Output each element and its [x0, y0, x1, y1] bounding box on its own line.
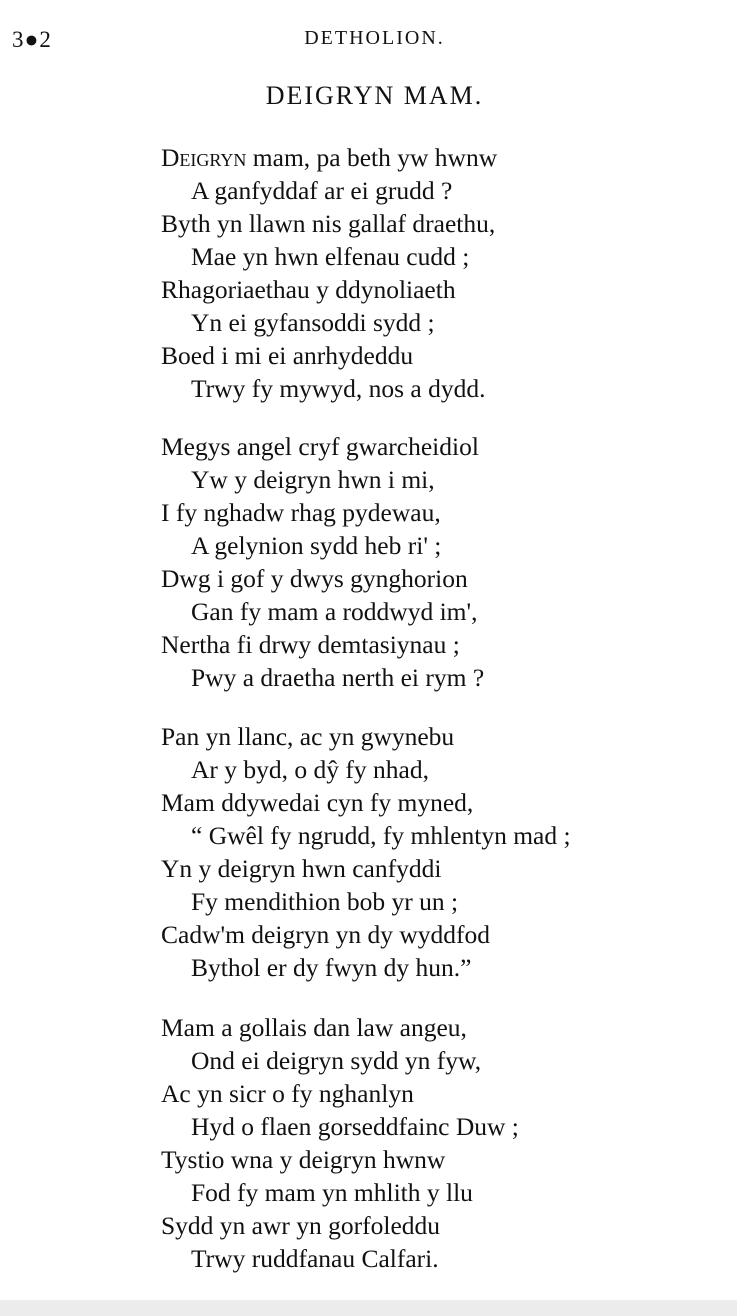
poem-line [161, 595, 484, 628]
poem-line-text: Fod fy mam yn mhlith y llu [191, 1178, 473, 1207]
poem-line [161, 1077, 519, 1110]
poem-line-text: Mam a gollais dan law angeu, [161, 1013, 467, 1042]
poem-line-text: Sydd yn awr yn gorfoleddu [161, 1211, 441, 1240]
poem-line [161, 720, 571, 753]
poem-line [161, 852, 571, 885]
poem-line [161, 1044, 519, 1077]
poem-line-text: A ganfyddaf ar ei grudd ? [191, 176, 453, 205]
poem-line-text: Boed i mi ei anrhydeddu [161, 341, 414, 370]
page-bottom-edge [0, 1300, 737, 1316]
poem-line [161, 339, 497, 372]
poem-line [161, 240, 497, 273]
poem-line-text: Yn ei gyfansoddi sydd ; [191, 308, 435, 337]
poem-line [161, 1209, 519, 1242]
poem-line [161, 496, 484, 529]
poem-line-text: Pan yn llanc, ac yn gwynebu [161, 722, 455, 751]
poem-line [161, 951, 571, 984]
stanza [161, 141, 497, 405]
poem-line-text: Ac yn sicr o fy nghanlyn [161, 1079, 414, 1108]
poem-line-text: Pwy a draetha nerth ei rym ? [191, 663, 485, 692]
poem-line [161, 529, 484, 562]
poem-line [161, 1011, 519, 1044]
poem-line [161, 141, 497, 174]
poem-line-text: Trwy ruddfanau Calfari. [191, 1244, 439, 1273]
poem-line [161, 306, 497, 339]
poem-line-text: Hyd o flaen gorseddfainc Duw ; [191, 1112, 519, 1141]
poem-line-text: mam, pa beth yw hwnw [246, 143, 498, 172]
poem-line [161, 430, 484, 463]
poem-line-text: Megys angel cryf gwarcheidiol [161, 432, 479, 461]
poem-line [161, 885, 571, 918]
stanza [161, 430, 484, 694]
poem-line-text: Byth yn llawn nis gallaf draethu, [161, 209, 496, 238]
poem-line [161, 372, 497, 405]
poem-line-text: Fy mendithion bob yr un ; [191, 887, 459, 916]
poem-line [161, 174, 497, 207]
poem-line-text: Cadw'm deigryn yn dy wyddfod [161, 920, 490, 949]
poem-line-text: Yn y deigryn hwn canfyddi [161, 854, 442, 883]
poem-line-text: A gelynion sydd heb ri' ; [191, 531, 442, 560]
poem-line [161, 1176, 519, 1209]
poem-line-text: “ Gwêl fy ngrudd, fy mhlentyn mad ; [191, 821, 571, 850]
poem-line-text: Ond ei deigryn sydd yn fyw, [191, 1046, 482, 1075]
poem-line [161, 1242, 519, 1275]
poem-line-text: Dwg i gof y dwys gynghorion [161, 564, 468, 593]
poem-line-text: Yw y deigryn hwn i mi, [191, 465, 435, 494]
poem-line-text: Bythol er dy fwyn dy hun.” [191, 953, 472, 982]
poem-line [161, 628, 484, 661]
poem-line-text: Nertha fi drwy demtasiynau ; [161, 630, 460, 659]
poem-line-text: I fy nghadw rhag pydewau, [161, 498, 441, 527]
poem-line-text: Tystio wna y deigryn hwnw [161, 1145, 446, 1174]
poem-line [161, 661, 484, 694]
poem-line-text: Ar y byd, o dŷ fy nhad, [191, 755, 429, 784]
poem-line [161, 1143, 519, 1176]
poem-line-text: Mae yn hwn elfenau cudd ; [191, 242, 470, 271]
stanza [161, 720, 571, 984]
poem-title: DEIGRYN MAM. [265, 81, 484, 110]
poem-line [161, 273, 497, 306]
poem-line [161, 918, 571, 951]
poem-opening-word: Deigryn [161, 143, 247, 172]
poem-line [161, 463, 484, 496]
poem-line [161, 1110, 519, 1143]
poem-line [161, 819, 571, 852]
poem-line [161, 562, 484, 595]
poem-line-text: Trwy fy mywyd, nos a dydd. [191, 374, 486, 403]
poem-line-text: Rhagoriaethau y ddynoliaeth [161, 275, 456, 304]
running-head: DETHOLION. [304, 27, 445, 49]
poem-line [161, 786, 571, 819]
poem-line [161, 753, 571, 786]
stanza [161, 1011, 519, 1275]
poem-line [161, 207, 497, 240]
poem-line-text: Gan fy mam a roddwyd im', [191, 597, 478, 626]
poem-line-text: Mam ddywedai cyn fy myned, [161, 788, 474, 817]
page-number: 3●2 [12, 27, 52, 52]
